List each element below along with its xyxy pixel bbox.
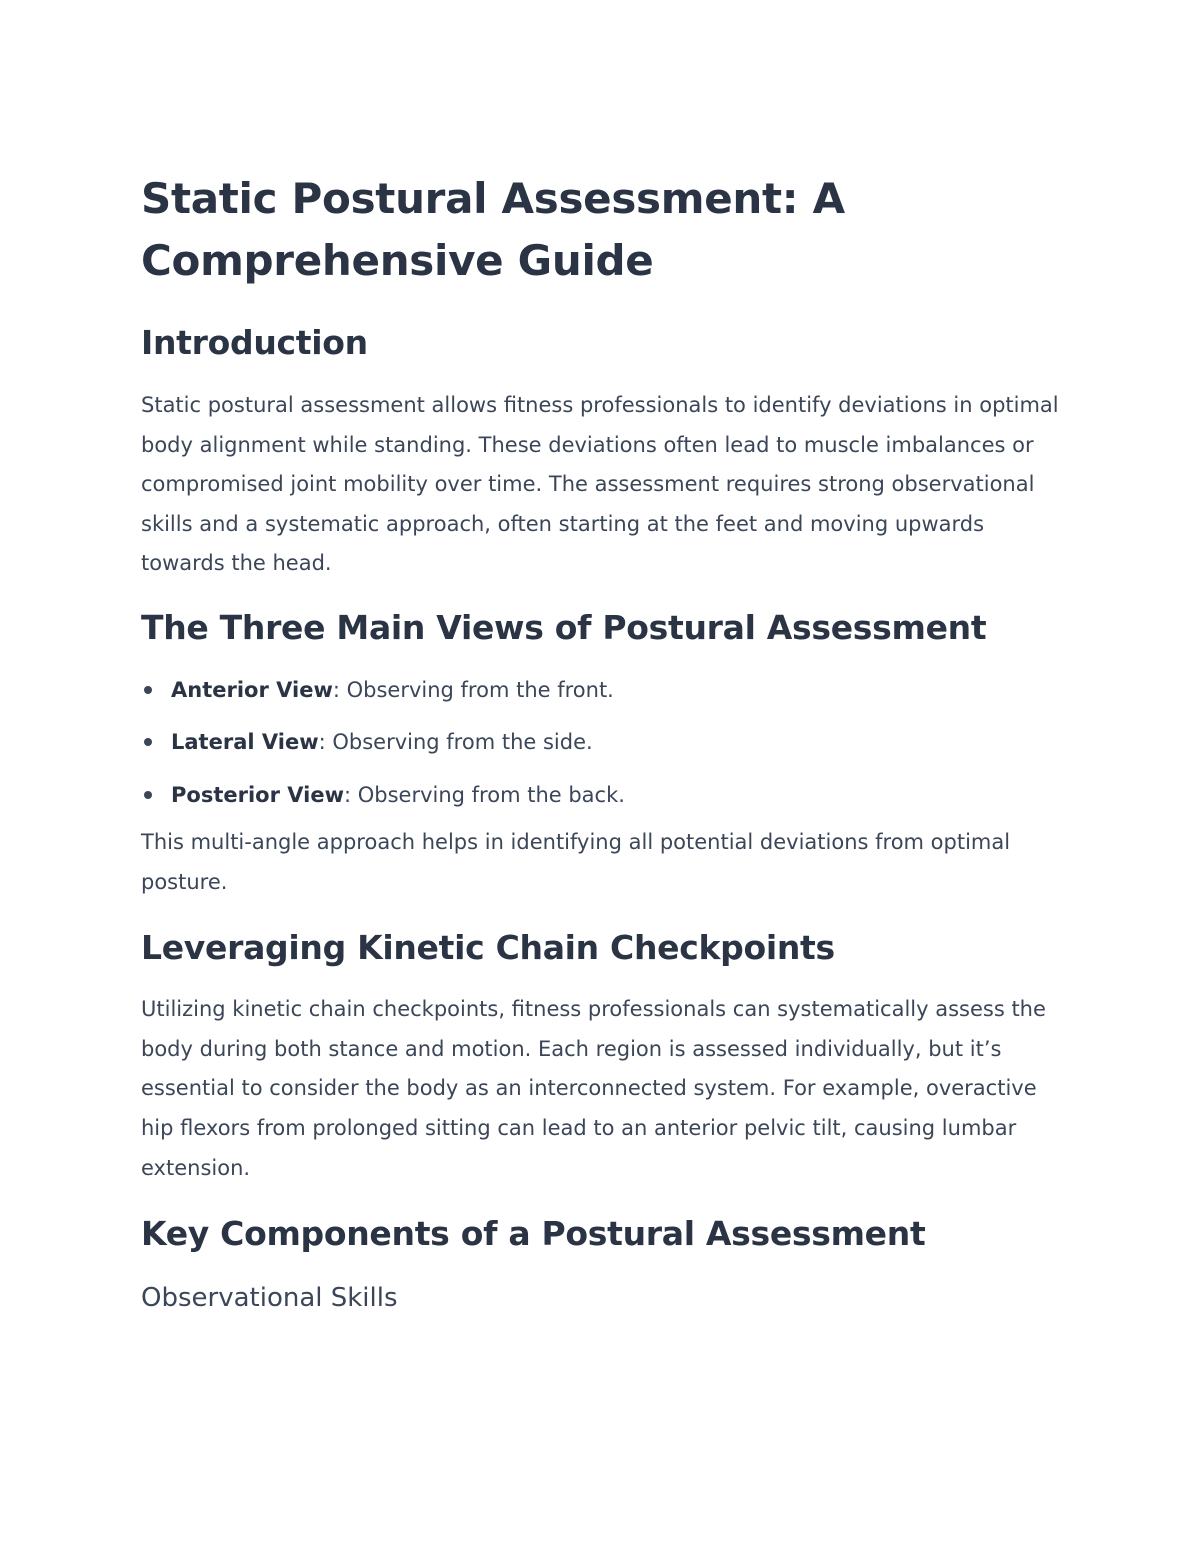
list-item-lateral-view (141, 727, 1066, 757)
bullet-icon (144, 686, 152, 694)
document-page (141, 168, 1066, 1316)
list-item-term: Anterior View (171, 677, 333, 702)
section-heading-components: Key Components of a Postural Assessment (141, 1214, 926, 1254)
list-item-anterior-view (141, 675, 1066, 705)
list-item-term: Posterior View (171, 782, 344, 807)
views-list (141, 675, 1066, 810)
views-note-paragraph: This multi-angle approach helps in identifying all potential deviations from optimal posture. (141, 829, 1011, 894)
section-heading-views: The Three Main Views of Postural Assessment (141, 607, 987, 647)
kinetic-chain-paragraph: Utilizing kinetic chain checkpoints, fitness professionals can systematically assess the body during both stance and motion. Each region is assessed individually, but it’s essential to consider the body as an interconnected system. For example, overactive hip flexors from prolonged sitting can lead to an anterior pelvic tilt, causing lumbar extension. (141, 997, 1046, 1180)
list-item-description: : Observing from the back. (343, 782, 625, 807)
bullet-icon (144, 791, 152, 799)
list-item-term: Lateral View (171, 730, 319, 755)
list-item-description: : Observing from the side. (318, 730, 593, 755)
section-heading-introduction: Introduction (141, 323, 368, 362)
page-title: Static Postural Assessment: A Comprehensive Guide (141, 174, 845, 285)
list-item-description: : Observing from the front. (332, 677, 614, 702)
section-heading-kinetic-chain: Leveraging Kinetic Chain Checkpoints (141, 928, 835, 968)
subheading-observational-skills: Observational Skills (141, 1283, 398, 1314)
list-item-posterior-view (141, 780, 1066, 810)
introduction-paragraph: Static postural assessment allows fitness professionals to identify deviations in optimal body alignment while standing. These deviations often lead to muscle imbalances or compromised joint mobility over time. The assessment requires strong observational skills and a systematic approach, often starting at the feet and moving upwards towards the head. (141, 393, 1059, 576)
bullet-icon (144, 738, 152, 746)
